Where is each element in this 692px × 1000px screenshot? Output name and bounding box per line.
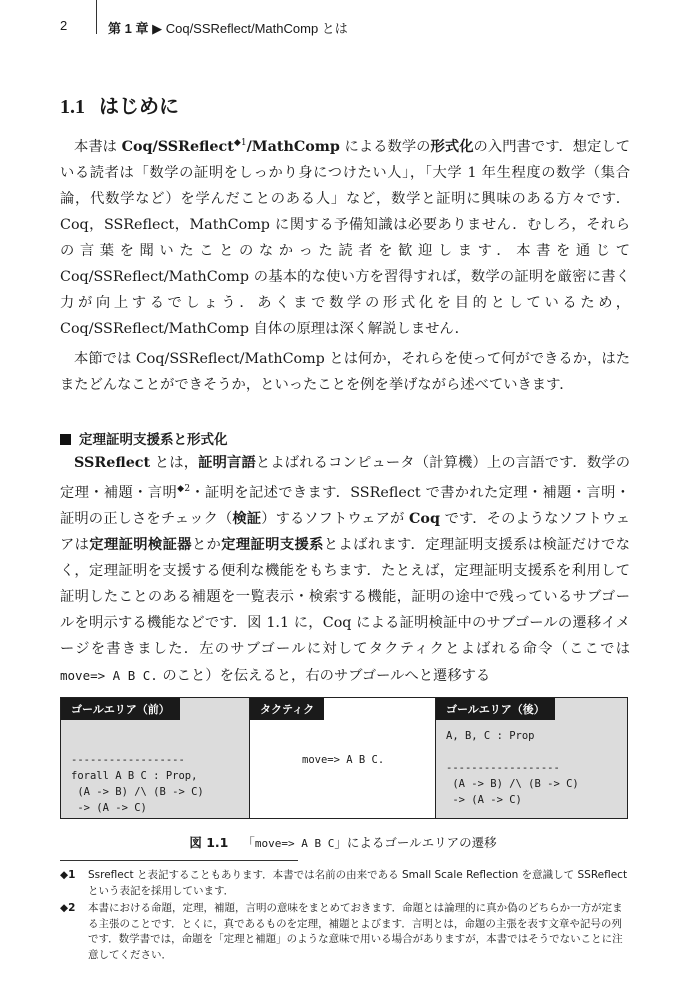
subsection-title: 定理証明支援系と形式化 [79,432,228,448]
term-coq: Coq [409,510,440,527]
footnote-mark: ◆1 [60,869,76,881]
section-number: 1.1 [60,96,85,118]
arrow-icon: ▶ [152,21,163,36]
footnote-text: Ssreflect と表記することもあります．本書では名前の由来である Small Scale Reflection を意識して SSReflect という表記を採用しています． [88,869,628,897]
text-run: による数学の [339,138,431,155]
tactic-code: move=> A B C. [302,754,385,766]
footnote-text: 本書における命題，定理，補題，言明の意味をまとめておきます．命題とは論理的に真か偽のどちらか一方が定まる主張のことです．とくに，真であるものを定理，補題とよびます．言明とは，命題の主張を表す文章や記号の列です．数学書では，命題を「定理と補題」のような意味で用いる場合がありますが，本書ではそうでないことに注意してください． [88,902,623,961]
intro-paragraph [60,130,630,343]
caption-text: 」によるゴールエリアの遷移 [334,835,497,850]
text-run: とは， [150,455,199,471]
text-run: の入門書です．想定している読者は「数学の証明をしっかり身につけたい人」，「大学 1 年生程度の数学（集合論，代数学など）を学んだことのある人」など，数学と証明に興味のある方々です．Coq，SSReflect，MathComp に関する予備知識は必要ありません．むしろ，それらの言葉を聞いたことのなかった読者を歓迎します．本書を通じて Coq/SSReflect/MathComp の基本的な使い方を習得すれば，数学の証明を厳密に書く力が向上するでしょう．あくまで数学の形式化を目的としているため，Coq/SSReflect/MathComp 自体の原理は深く解説しません． [60,138,631,338]
term-ssreflect: Coq/SSReflect [121,138,234,155]
text-run: 本書は [74,138,122,155]
term-proof-assistant: 定理証明支援系 [221,537,324,554]
footnote-ref-1[interactable]: ◆1 [233,138,247,148]
goal-area-after [436,698,627,818]
term-verification: 検証 [232,510,262,527]
text-run: とよばれるコンピュータ（計算機）上の言語です．数学の定理・補題・言明 [60,455,631,501]
text-run: ・証明を記述できます．SSReflect で書かれた定理・補題・言明・証明の正しさをチェック（ [60,484,630,527]
text-run: とよばれます．定理証明支援系は検証だけでなく，定理証明を支援する便利な機能をもちます．たとえば，定理証明支援系を利用して証明したことのある補題を一覧表示・検索する機能，証明の途中で残っているサブゴールを明示する機能などです．図 1.1 に，Coq による証明検証中のサブゴールの遷移イメージを書きました．左のサブゴールに対してタクティクとよばれる命令（ここでは [60,537,631,658]
text-run: です．そのようなソフトウェアは [60,510,631,554]
page-number: 2 [60,18,68,33]
text-run: のこと）を伝えると，右のサブゴールへと遷移する [157,667,491,684]
goal-before-code: ------------------ forall A B C : Prop, (A -> B) /\ (B -> C) -> (A -> C) [71,754,204,814]
footnote-mark: ◆2 [60,902,76,914]
term-formalization: 形式化 [430,138,474,155]
running-head [108,18,348,37]
figure-goal-transition [60,697,628,819]
caption-bracket: 「 [242,835,255,850]
footnote-2 [60,901,630,963]
tactic-label: タクティク [250,698,324,720]
square-bullet-icon [60,434,71,445]
caption-code: move=> A B C [254,837,335,850]
term-proof-checker: 定理証明検証器 [89,537,192,554]
tactic-area [250,698,436,818]
goal-before-label: ゴールエリア（前） [61,698,180,720]
chapter-label: 第 1 章 [108,21,149,36]
section-title: はじめに [99,94,179,118]
footnote-divider [60,860,298,861]
inline-code: move=> A B C. [60,667,158,683]
overview-paragraph: 本節では Coq/SSReflect/MathComp とは何か，それらを使って何ができるか，はたまたどんなことができそうか，といったことを例を挙げながら述べていきます． [60,351,630,394]
subsection-heading [60,428,228,448]
term-proof-language: 証明言語 [198,455,256,471]
goal-after-code: A, B, C : Prop ------------------ (A -> B) /\ (B -> C) -> (A -> C) [446,730,579,806]
goal-area-before [61,698,250,818]
ssreflect-paragraph [60,450,630,689]
chapter-title: Coq/SSReflect/MathComp とは [165,21,348,36]
term-mathcomp: /MathComp [246,138,340,155]
footnote-ref-2[interactable]: ◆2 [177,484,191,495]
goal-after-label: ゴールエリア（後） [436,698,555,720]
figure-caption [60,833,626,851]
text-run: とか [191,537,222,554]
text-run: ）するソフトウェアが [261,510,410,527]
header-divider [96,0,97,34]
page-header [0,0,692,40]
section-heading [60,90,179,119]
term-ssreflect: SSReflect [74,455,151,471]
footnote-1 [60,868,630,899]
figure-number: 図 1.1 [189,835,229,850]
